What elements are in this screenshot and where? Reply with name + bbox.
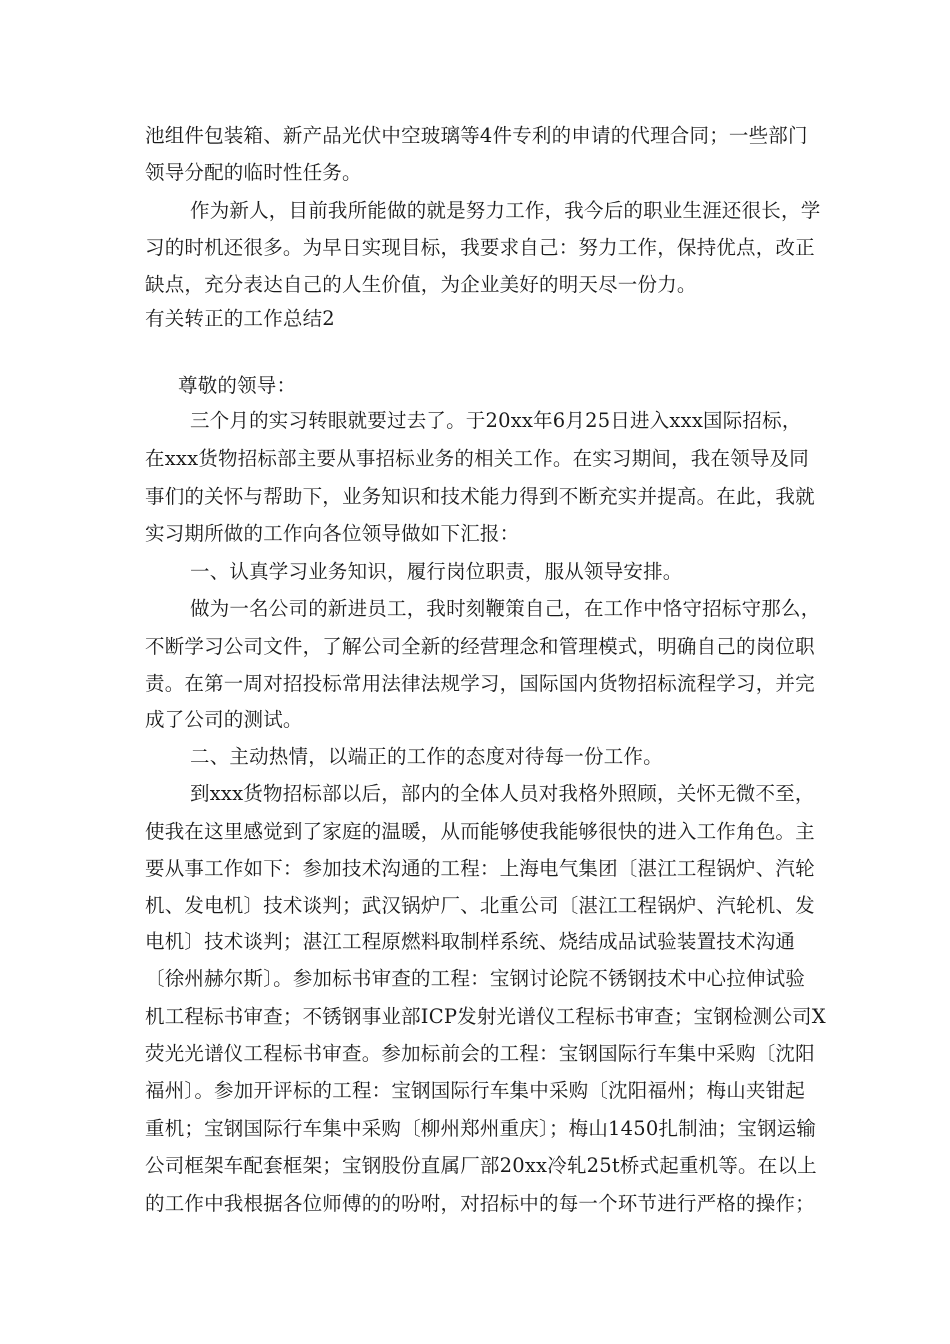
body-text-line: 荧光光谱仪工程标书审查。参加标前会的工程：宝钢国际行车集中采购〔沈阳	[145, 1042, 815, 1065]
body-text-line: 池组件包装箱、新产品光伏中空玻璃等4件专利的申请的代理合同；一些部门	[145, 124, 808, 147]
body-text-line: 缺点，充分表达自己的人生价值，为企业美好的明天尽一份力。	[145, 273, 697, 296]
body-text-line: 电机〕技术谈判；湛江工程原燃料取制样系统、烧结成品试验装置技术沟通	[145, 930, 796, 953]
paragraph-first-line: 三个月的实习转眼就要过去了。于20xx年6月25日进入xxx国际招标，	[190, 409, 802, 432]
body-text-line: 重机；宝钢国际行车集中采购〔柳州郑州重庆〕；梅山1450扎制油；宝钢运输	[145, 1117, 817, 1140]
paragraph-first-line: 到xxx货物招标部以后，部内的全体人员对我格外照顾，关怀无微不至，	[190, 782, 815, 805]
salutation: 尊敬的领导：	[178, 374, 297, 397]
body-text-line: 使我在这里感觉到了家庭的温暖，从而能够使我能够很快的进入工作角色。主	[145, 820, 815, 843]
body-text-line: 福州〕。参加开评标的工程：宝钢国际行车集中采购〔沈阳福州；梅山夹钳起	[145, 1079, 806, 1102]
section-heading: 二、主动热情，以端正的工作的态度对待每一份工作。	[190, 745, 663, 768]
body-text-line: 习的时机还很多。为早日实现目标，我要求自己：努力工作，保持优点，改正	[145, 236, 815, 259]
paragraph-first-line: 做为一名公司的新进员工，我时刻鞭策自己，在工作中恪守招标守那么，	[190, 597, 821, 620]
body-text-line: 的工作中我根据各位师傅的的吩咐，对招标中的每一个环节进行严格的操作；	[145, 1192, 815, 1215]
body-text-line: 公司框架车配套框架；宝钢股份直属厂部20xx冷轧25t桥式起重机等。在以上	[145, 1154, 817, 1177]
body-text-line: 机工程标书审查；不锈钢事业部ICP发射光谱仪工程标书审查；宝钢检测公司X	[145, 1005, 826, 1028]
paragraph-first-line: 作为新人，目前我所能做的就是努力工作，我今后的职业生涯还很长，学	[190, 199, 821, 222]
body-text-line: 责。在第一周对招投标常用法律法规学习，国际国内货物招标流程学习，并完	[145, 672, 815, 695]
body-text-line: 在xxx货物招标部主要从事招标业务的相关工作。在实习期间，我在领导及同	[145, 447, 809, 470]
section-heading: 一、认真学习业务知识，履行岗位职责，服从领导安排。	[190, 560, 683, 583]
body-text-line: 事们的关怀与帮助下，业务知识和技术能力得到不断充实并提高。在此，我就	[145, 485, 815, 508]
body-text-line: 成了公司的测试。	[145, 708, 303, 731]
body-text-line: 实习期所做的工作向各位领导做如下汇报：	[145, 522, 520, 545]
body-text-line: 机、发电机〕技术谈判；武汉锅炉厂、北重公司〔湛江工程锅炉、汽轮机、发	[145, 894, 815, 917]
body-text-line: 不断学习公司文件，了解公司全新的经营理念和管理模式，明确自己的岗位职	[145, 635, 815, 658]
body-text-line: 领导分配的临时性任务。	[145, 161, 362, 184]
body-text-line: 要从事工作如下：参加技术沟通的工程：上海电气集团〔湛江工程锅炉、汽轮	[145, 857, 815, 880]
section-title: 有关转正的工作总结2	[145, 307, 335, 330]
body-text-line: 〔徐州赫尔斯〕。参加标书审查的工程：宝钢讨论院不锈钢技术中心拉伸试验	[145, 967, 806, 990]
